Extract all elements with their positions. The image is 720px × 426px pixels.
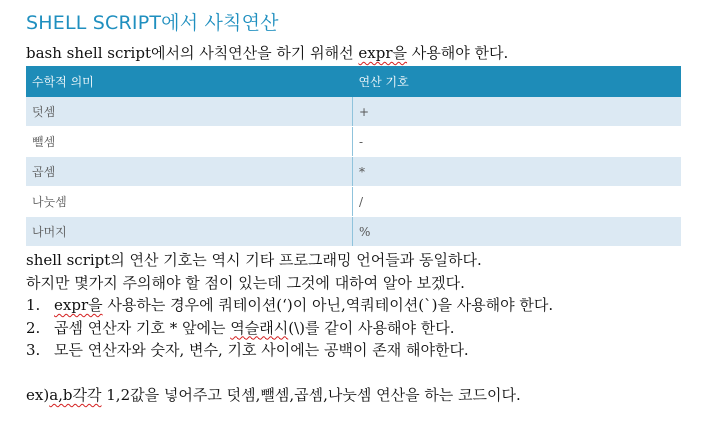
table-row [26,127,681,157]
example-prefix: ex) [26,386,50,404]
example-line [26,384,553,407]
spellcheck-word: 역슬래시 [230,318,289,337]
list-item [26,294,553,317]
cell-meaning: 나눗셈 [26,187,353,217]
list-item [26,317,553,340]
cell-symbol: * [353,157,682,187]
cell-symbol: % [353,217,682,247]
cell-symbol: - [353,127,682,157]
operator-table [26,66,681,247]
list-item [26,339,553,362]
paragraph: 하지만 몇가지 주의해야 할 점이 있는데 그것에 대하여 알아 보겠다. [26,273,465,292]
table-row [26,97,681,127]
list-number: 2. [26,318,41,337]
section-heading: SHELL SCRIPT에서 사칙연산 [26,12,279,34]
intro-text-end: 사용해야 한다. [407,44,509,62]
body-text [26,249,553,407]
cell-meaning: 곱셈 [26,157,353,187]
table-row [26,217,681,247]
spellcheck-word: expr을 [358,44,408,62]
intro-text: bash shell script에서의 사칙연산을 하기 위해선 [26,44,359,62]
blank-line [26,362,553,385]
example-text: 1,2값을 넣어주고 덧셈,뺄셈,곱셈,나눗셈 연산을 하는 코드이다. [101,386,521,404]
cell-symbol: / [353,187,682,217]
header-symbol: 연산 기호 [353,66,682,97]
list-text: 곱셈 연산자 기호 * 앞에는 [54,318,231,337]
list-number: 3. [26,341,41,359]
cell-meaning: 덧셈 [26,97,353,127]
paragraph: shell script의 연산 기호는 역시 기타 프로그래밍 언어들과 동일하다. [26,251,482,269]
list-text-end: (\)를 같이 사용해야 한다. [288,318,455,337]
cell-meaning: 나머지 [26,217,353,247]
table-header-row [26,66,681,97]
spellcheck-word: expr을 [54,296,103,314]
cell-meaning: 뺄셈 [26,127,353,157]
intro-paragraph [26,42,508,63]
header-meaning: 수학적 의미 [26,66,353,97]
list-number: 1. [26,296,41,314]
table-row [26,157,681,187]
cell-symbol: + [353,97,682,127]
spellcheck-word: a,b각각 [49,386,102,404]
list-text: 모든 연산자와 숫자, 변수, 기호 사이에는 공백이 존재 해야한다. [54,341,469,359]
list-text-end: 사용하는 경우에 쿼테이션(‘)이 아닌,역쿼테이션(`)을 사용해야 한다. [102,296,554,314]
table-row [26,187,681,217]
